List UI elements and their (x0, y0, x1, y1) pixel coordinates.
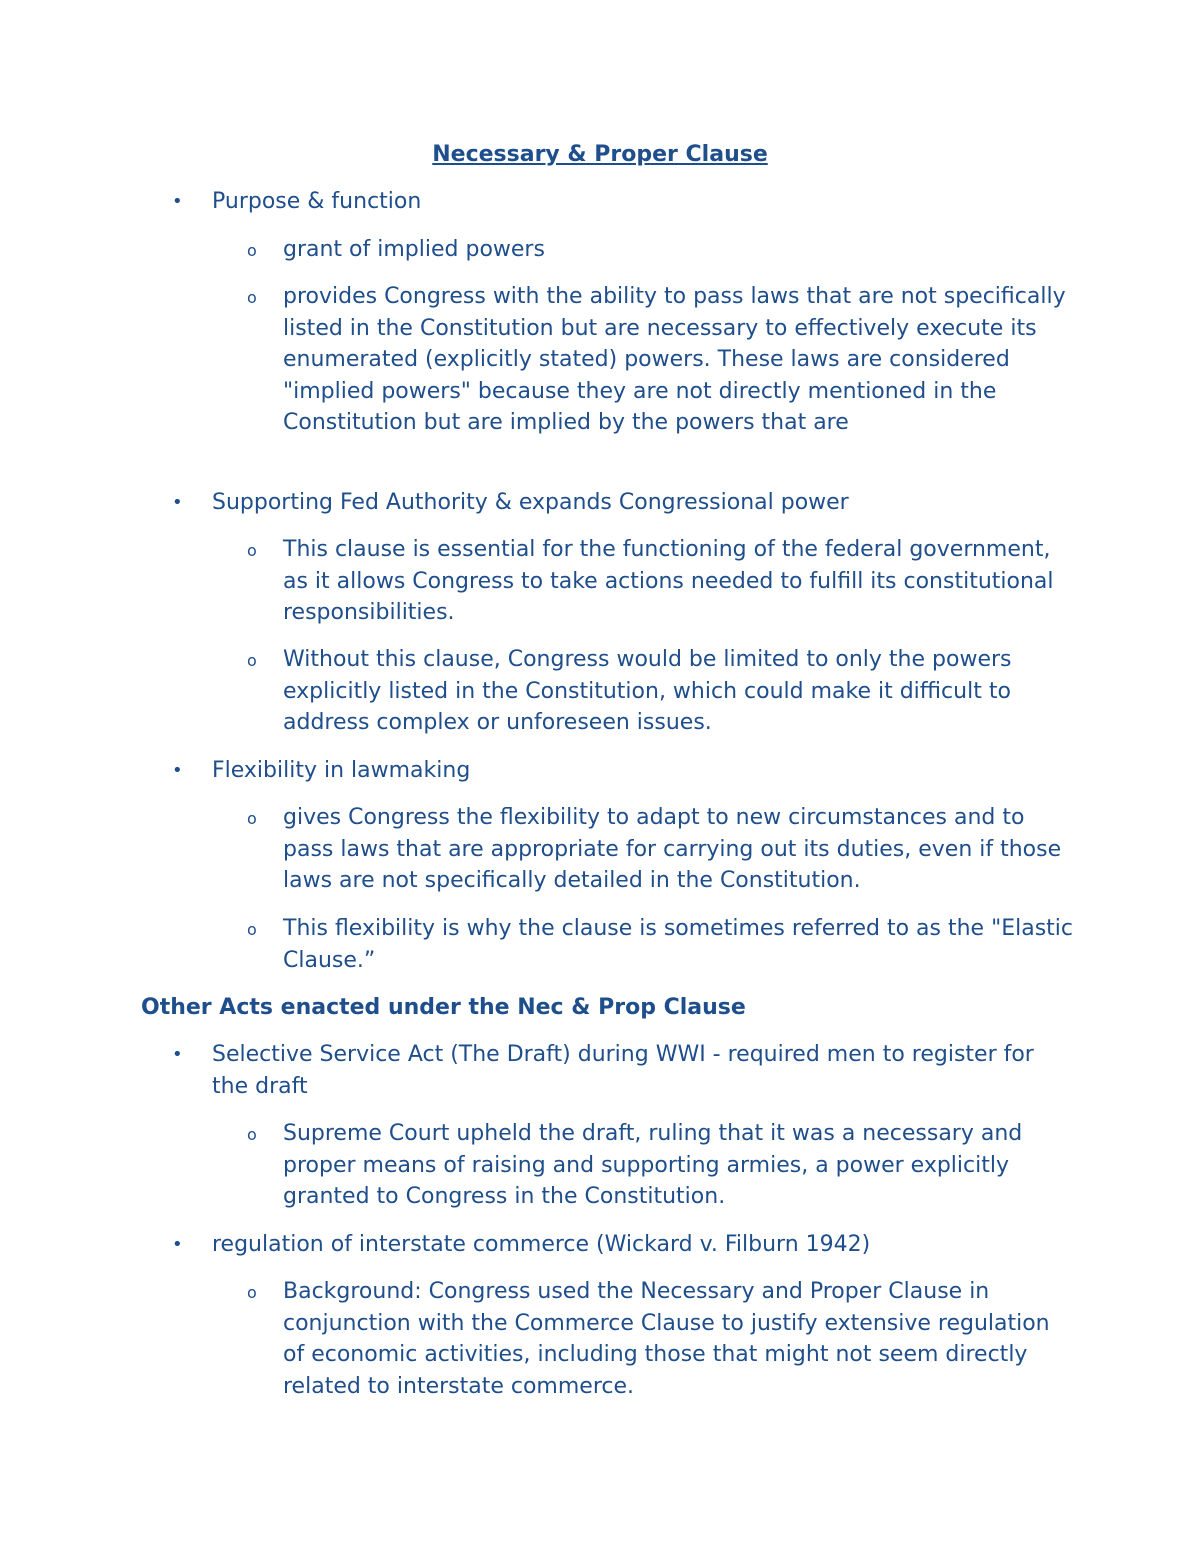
sub-item-essential: This clause is essential for the functioning of the federal government, as it allows Congress to take actions needed to fulfill its constitutional responsibilities. (283, 537, 1054, 626)
sub-bullet-marker: o (247, 651, 257, 670)
sub-bullet-marker: o (247, 809, 257, 828)
sub-bullet-marker: o (247, 1283, 257, 1302)
bullet-marker: • (172, 191, 183, 212)
sub-item-implied-powers: grant of implied powers (283, 237, 545, 262)
list-item-purpose: Purpose & function (212, 189, 422, 214)
sub-bullet-marker: o (247, 288, 257, 307)
sub-item-adapt: gives Congress the flexibility to adapt to new circumstances and to pass laws that are appropriate for carrying out its duties, even if those laws are not specifically detailed in the Constitution. (283, 805, 1062, 894)
bullet-marker: • (172, 492, 183, 513)
sub-item-elastic: This flexibility is why the clause is sometimes referred to as the "Elastic Clause.” (283, 916, 1073, 973)
sub-item-supreme-court: Supreme Court upheld the draft, ruling that it was a necessary and proper means of raising and supporting armies, a power explicitly granted to Congress in the Constitution. (283, 1121, 1023, 1210)
bullet-marker: • (172, 1234, 183, 1255)
sub-bullet-marker: o (247, 1125, 257, 1144)
sub-item-provides-congress: provides Congress with the ability to pass laws that are not specifically listed in the Constitution but are necessary to effectively execute its enumerated (explicitly stated) powers. These laws are considered "implied powers" because they are not directly mentioned in the Constitution but are implied by the powers that are (283, 284, 1066, 436)
sub-item-without-clause: Without this clause, Congress would be limited to only the powers explicitly listed in the Constitution, which could make it difficult to address complex or unforeseen issues. (283, 647, 1012, 736)
document-title: Necessary & Proper Clause (432, 142, 768, 167)
bullet-marker: • (172, 760, 183, 781)
sub-item-background: Background: Congress used the Necessary and Proper Clause in conjunction with the Commerce Clause to justify extensive regulation of economic activities, including those that might not seem directly related to interstate commerce. (283, 1279, 1050, 1399)
sub-bullet-marker: o (247, 541, 257, 560)
section-heading: Other Acts enacted under the Nec & Prop Clause (141, 995, 746, 1020)
list-item-interstate-commerce: regulation of interstate commerce (Wickard v. Filburn 1942) (212, 1232, 871, 1257)
sub-bullet-marker: o (247, 920, 257, 939)
sub-bullet-marker: o (247, 241, 257, 260)
bullet-marker: • (172, 1044, 183, 1065)
list-item-flexibility: Flexibility in lawmaking (212, 758, 471, 783)
list-item-supporting-fed: Supporting Fed Authority & expands Congressional power (212, 490, 849, 515)
list-item-selective-service: Selective Service Act (The Draft) during WWI - required men to register for the draft (212, 1042, 1034, 1099)
